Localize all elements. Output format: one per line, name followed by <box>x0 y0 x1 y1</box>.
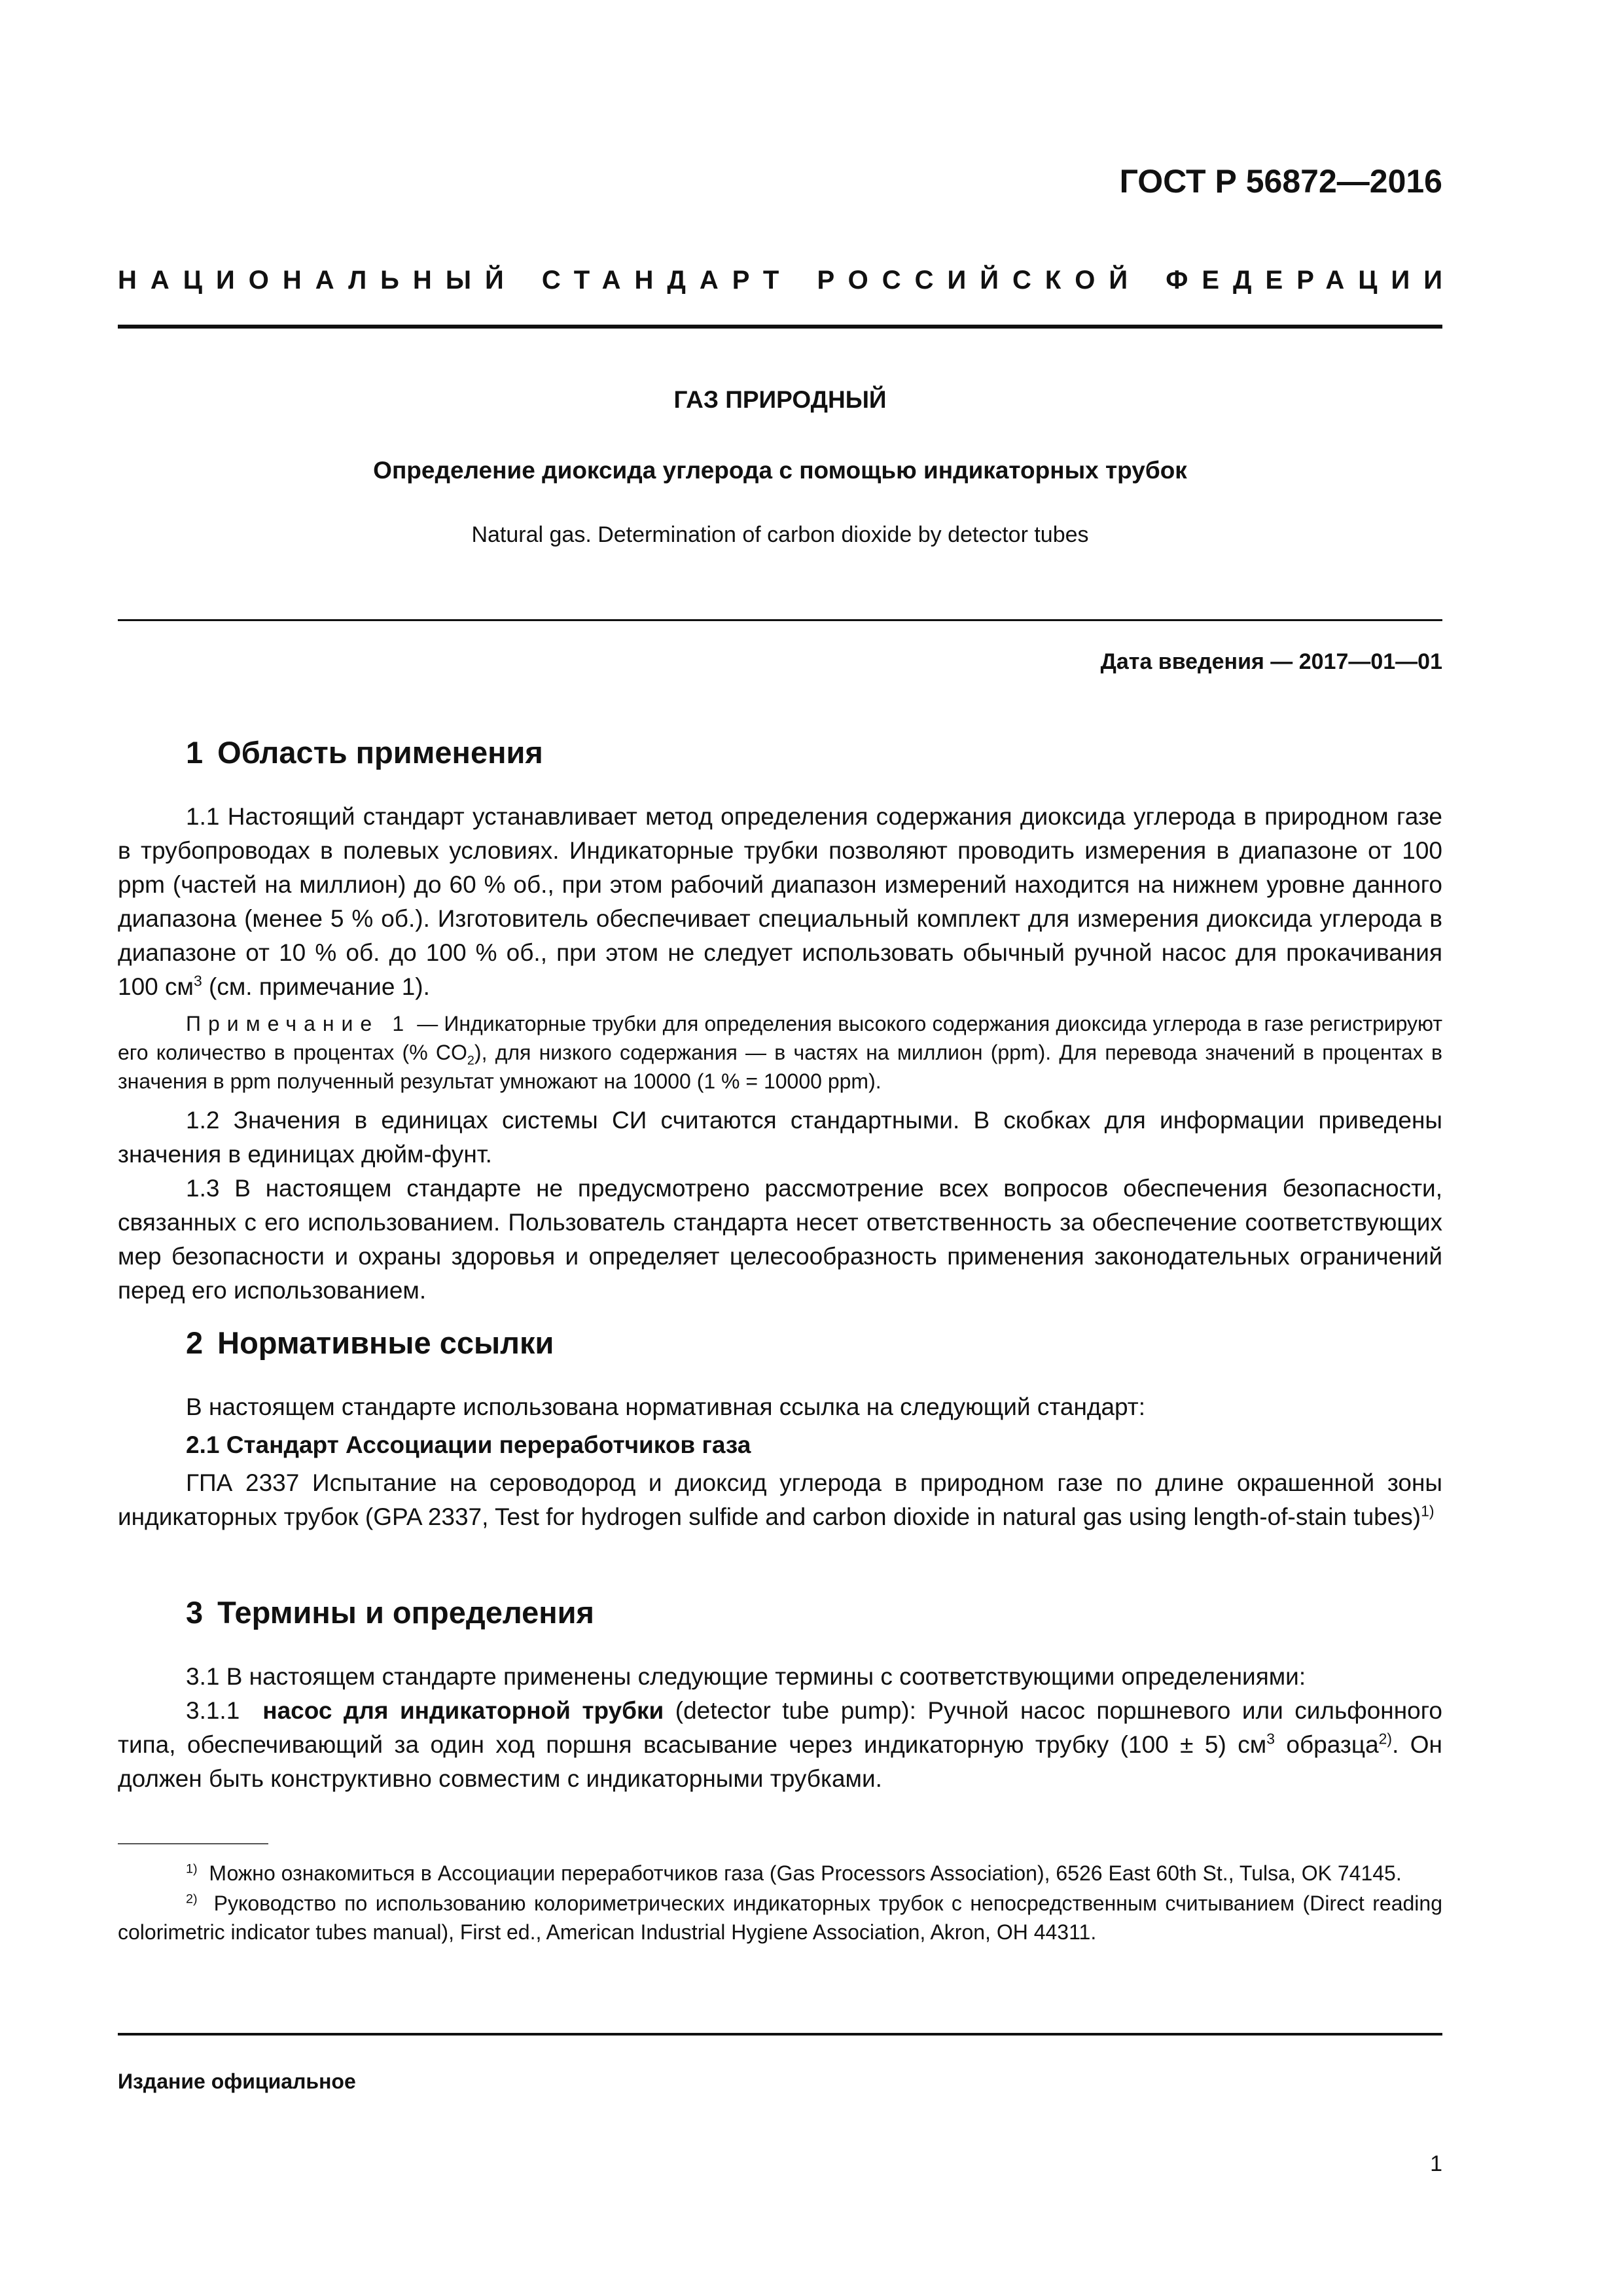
clause-number: 1.1 <box>186 803 220 830</box>
footnote-mark: 1) <box>186 1861 198 1876</box>
clause-text: В настоящем стандарте не предусмотрено рассмотрение всех вопросов обеспечения безопасности, связанных с его использованием. Пользователь стандарта несет ответственность за обеспечение соответствующих мер безопасности и охраны здоровья и определяет целесообразность применения законодательных ограничений перед его использованием. <box>118 1175 1442 1304</box>
footnote <box>118 1889 1442 1946</box>
section-number: 3 <box>186 1595 204 1630</box>
header-word: ФЕДЕРАЦИИ <box>1166 266 1456 295</box>
header-word: НАЦИОНАЛЬНЫЙ <box>118 266 518 295</box>
footnote-text: Можно ознакомиться в Ассоциации переработчиков газа (Gas Processors Association), 6526 East 60th St., Tulsa, OK 74145. <box>209 1861 1402 1885</box>
section-intro: В настоящем стандарте использована нормативная ссылка на следующий стандарт: <box>186 1393 1146 1420</box>
footnotes <box>118 1859 1442 1948</box>
title-divider <box>118 619 1442 621</box>
superscript: 3 <box>193 972 202 990</box>
subscript: 2 <box>467 1053 474 1068</box>
section-number: 2 <box>186 1325 204 1360</box>
clause-text: Настоящий стандарт устанавливает метод определения содержания диоксида углерода в природном газе в трубопроводах в полевых условиях. Индикаторные трубки позволяют проводить измерения в диапазоне от 100 ppm (частей на миллион) до 60 % об., при этом рабочий диапазон измерений находится на нижнем уровне данного диапазона (менее 5 % об.). Изготовитель обеспечивает специальный комплект для измерения диоксида углерода в диапазоне от 10 % об. до 100 % об., при этом не следует использовать обычный ручной насос для прокачивания 100 см <box>118 803 1443 1000</box>
superscript: 3 <box>1266 1730 1275 1748</box>
official-edition-label: Издание официальное <box>118 2070 356 2093</box>
document-title: ГАЗ ПРИРОДНЫЙ <box>673 386 887 413</box>
section-title: Термины и определения <box>217 1595 594 1630</box>
header-divider <box>118 325 1442 329</box>
footnote-ref: 2) <box>1378 1730 1393 1748</box>
clause-text: В настоящем стандарте применены следующие термины с соответствующими определениями: <box>226 1663 1306 1690</box>
page-number: 1 <box>1430 2151 1442 2176</box>
paragraph-1-2 <box>118 1103 1442 1308</box>
definition-text: (detector tube pump): Ручной насос поршневого или сильфонного типа, обеспечивающий за один ход поршня всасывание через индикаторную трубку (100 ± 5) см <box>118 1697 1442 1758</box>
section-2-body <box>118 1390 1442 1534</box>
paragraph-1-1 <box>118 800 1442 1004</box>
footnote-text: Руководство по использованию колориметрических индикаторных трубок с непосредственным считыванием (Direct reading colorimetric indicator tubes manual), First ed., American Industrial Hygiene Association, Akron, OH 44311. <box>118 1892 1443 1944</box>
clause-number: 1.3 <box>186 1175 220 1202</box>
note-1 <box>118 1009 1442 1096</box>
reference-text: ГПА 2337 Испытание на сероводород и диоксид углерода в природном газе по длине окрашенной зоны индикаторных трубок (GPA 2337, Test for hydrogen sulfide and carbon dioxide in natural gas using length-of-stain tubes) <box>118 1469 1442 1530</box>
english-title: Natural gas. Determination of carbon dioxide by detector tubes <box>471 522 1089 547</box>
subsection-heading: 2.1 Стандарт Ассоциации переработчиков газа <box>186 1431 751 1458</box>
section-title: Нормативные ссылки <box>217 1325 554 1360</box>
introduction-date: Дата введения — 2017—01—01 <box>1100 649 1442 674</box>
header-word: РОССИЙСКОЙ <box>817 266 1142 295</box>
footnote-ref: 1) <box>1421 1502 1435 1520</box>
note-text: ), для низкого содержания — в частях на миллион (ppm). Для перевода значений в процентах в значения в ppm полученный результат умножают на 10000 (1 % = 10000 ppm). <box>118 1041 1442 1093</box>
section-heading <box>186 1594 594 1630</box>
section-title: Область применения <box>217 735 543 770</box>
header-word: СТАНДАРТ <box>541 266 793 295</box>
clause-number: 3.1.1 <box>186 1697 240 1724</box>
section-3-body <box>118 1660 1442 1796</box>
note-text: — Индикаторные трубки для определения высокого содержания диоксида углерода в газе регистрируют его количество в процентах (% CO <box>118 1012 1442 1064</box>
footnote <box>118 1859 1442 1888</box>
section-number: 1 <box>186 735 204 770</box>
document-subtitle: Определение диоксида углерода с помощью индикаторных трубок <box>373 457 1187 484</box>
standard-number: ГОСТ Р 56872—2016 <box>1119 163 1442 200</box>
clause-text: Значения в единицах системы СИ считаются стандартными. В скобках для информации приведены значения в единицах дюйм-фунт. <box>118 1107 1442 1168</box>
note-label: Примечание 1 <box>186 1012 412 1035</box>
clause-number: 3.1 <box>186 1663 220 1690</box>
clause-number: 1.2 <box>186 1107 220 1134</box>
definition-text: образца <box>1274 1731 1379 1758</box>
footer-divider <box>118 2033 1442 2036</box>
section-heading <box>186 734 543 770</box>
term: насос для индикаторной трубки <box>262 1697 664 1724</box>
definition-text: . Он должен быть конструктивно совместим с индикаторными трубками. <box>118 1731 1442 1792</box>
footnote-mark: 2) <box>186 1892 198 1907</box>
national-standard-header <box>118 266 1456 295</box>
footnote-divider <box>118 1843 268 1844</box>
section-heading <box>186 1325 554 1361</box>
clause-text: (см. примечание 1). <box>202 973 430 1000</box>
